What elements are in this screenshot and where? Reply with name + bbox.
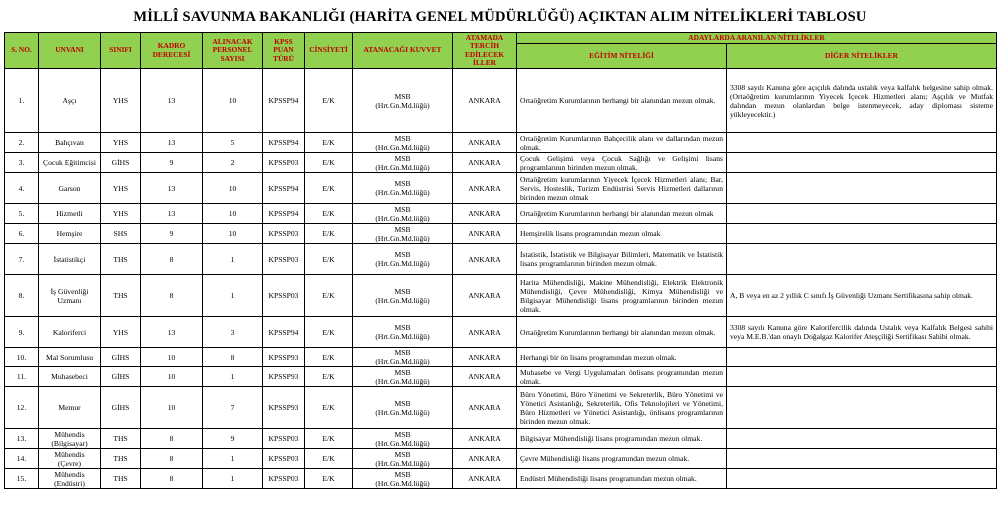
cell-kadro: 13 <box>141 133 203 153</box>
cell-diger: 3308 sayılı Kanuna göre Kalorifercilik dalında Ustalık veya Kalfalık Belgesi sahibi veya M.E.B.'dan onaylı Doğalgaz Kalorifer Ateşçiliği Sertifikası Sahibi olmak. <box>727 317 997 348</box>
header-tercih: ATAMADA TERCİH EDİLECEK İLLER <box>453 33 517 69</box>
cell-no: 11. <box>5 367 39 387</box>
table-row <box>5 204 997 224</box>
header-egitim: EĞİTİM NİTELİĞİ <box>517 44 727 69</box>
kuvvet-main: MSB <box>394 469 411 479</box>
cell-egitim: Ortaöğretim Kurumlarının herhangi bir alanından mezun olmak <box>517 204 727 224</box>
cell-unvan: İstatistikçi <box>39 244 101 275</box>
kuvvet-main: MSB <box>394 91 411 101</box>
cell-egitim: Harita Mühendisliği, Makine Mühendisliği, Elektrik Elektronik Mühendisliği, Çevre Mühendisliği, Kimya Mühendisliği ve Bilgisayar Mühendisliği lisans programlarının birinden mezun olmak. <box>517 275 727 317</box>
table-row <box>5 224 997 244</box>
kuvvet-sub: (Hrt.Gn.Md.lüğü) <box>375 332 430 341</box>
header-cinsiyet: CİNSİYETİ <box>305 33 353 69</box>
cell-sinif: GİHS <box>101 348 141 367</box>
cell-diger <box>727 173 997 204</box>
cell-unvan: Mal Sorumlusu <box>39 348 101 367</box>
cell-il: ANKARA <box>453 275 517 317</box>
cell-no: 6. <box>5 224 39 244</box>
cell-kpss: KPSSP94 <box>263 69 305 133</box>
kuvvet-sub: (Hrt.Gn.Md.lüğü) <box>375 478 430 488</box>
cell-unvan: Kaloriferci <box>39 317 101 348</box>
cell-il: ANKARA <box>453 204 517 224</box>
header-kuvvet: ATANACAĞI KUVVET <box>353 33 453 69</box>
cell-kuvvet <box>353 244 453 275</box>
cell-il: ANKARA <box>453 244 517 275</box>
cell-sinif: YHS <box>101 317 141 348</box>
cell-kpss: KPSSP03 <box>263 153 305 173</box>
cell-kadro: 9 <box>141 224 203 244</box>
cell-diger: 3308 sayılı Kanuna göre açıçılık dalında ustalık veya kalfalık belgesine sahip olmak. (Ortaöğretim kurumlarının Yiyecek İçecek Hizmetleri alanı; Aşçılık ve Mutfak dalından mezun olanlardan belge istenmeyecek, aday diploması sisteme yükleyecektir.) <box>727 69 997 133</box>
cell-sinif: THS <box>101 244 141 275</box>
cell-unvan: Muhasebeci <box>39 367 101 387</box>
cell-no: 4. <box>5 173 39 204</box>
cell-il: ANKARA <box>453 469 517 489</box>
cell-diger <box>727 367 997 387</box>
cell-no: 8. <box>5 275 39 317</box>
cell-unvan: Aşçı <box>39 69 101 133</box>
cell-kadro: 13 <box>141 173 203 204</box>
cell-diger <box>727 387 997 429</box>
cell-sayi: 9 <box>203 429 263 449</box>
table-row <box>5 153 997 173</box>
cell-kpss: KPSSP93 <box>263 348 305 367</box>
cell-kpss: KPSSP03 <box>263 429 305 449</box>
kuvvet-sub: (Hrt.Gn.Md.lüğü) <box>375 357 430 366</box>
cell-diger <box>727 133 997 153</box>
cell-kadro: 10 <box>141 367 203 387</box>
cell-kpss: KPSSP94 <box>263 133 305 153</box>
cell-unvan: Mühendis (Endüstri) <box>39 469 101 489</box>
cell-il: ANKARA <box>453 367 517 387</box>
cell-kuvvet <box>353 387 453 429</box>
cell-kpss: KPSSP94 <box>263 204 305 224</box>
cell-kuvvet <box>353 348 453 367</box>
cell-egitim: Ortaöğretim Kurumlarının Bahçecilik alanı ve dallarından mezun olmak. <box>517 133 727 153</box>
table-row <box>5 429 997 449</box>
cell-il: ANKARA <box>453 429 517 449</box>
cell-sayi: 1 <box>203 449 263 469</box>
cell-no: 2. <box>5 133 39 153</box>
cell-kuvvet <box>353 275 453 317</box>
table-row <box>5 275 997 317</box>
cell-il: ANKARA <box>453 133 517 153</box>
cell-no: 9. <box>5 317 39 348</box>
cell-unvan: Mühendis (Bilgisayar) <box>39 429 101 449</box>
cell-unvan: Garson <box>39 173 101 204</box>
cell-kadro: 10 <box>141 348 203 367</box>
cell-sinif: THS <box>101 449 141 469</box>
table-row <box>5 173 997 204</box>
kuvvet-sub: (Hrt.Gn.Md.lüğü) <box>375 259 430 268</box>
cell-sayi: 3 <box>203 317 263 348</box>
table-row <box>5 133 997 153</box>
cell-sayi: 10 <box>203 69 263 133</box>
cell-sayi: 2 <box>203 153 263 173</box>
cell-kadro: 9 <box>141 153 203 173</box>
cell-unvan: İş Güvenliği Uzmanı <box>39 275 101 317</box>
kuvvet-main: MSB <box>394 179 411 188</box>
cell-sayi: 1 <box>203 244 263 275</box>
cell-cinsiyet: E/K <box>305 469 353 489</box>
cell-sayi: 10 <box>203 204 263 224</box>
cell-kpss: KPSSP03 <box>263 275 305 317</box>
cell-sayi: 1 <box>203 367 263 387</box>
header-diger: DİĞER NİTELİKLER <box>727 44 997 69</box>
cell-sayi: 1 <box>203 469 263 489</box>
cell-egitim: Ortaöğretim Kurumlarının herhangi bir alanından mezun olmak. <box>517 317 727 348</box>
cell-sayi: 7 <box>203 387 263 429</box>
kuvvet-sub: (Hrt.Gn.Md.lüğü) <box>375 233 430 243</box>
table-row <box>5 348 997 367</box>
cell-kadro: 8 <box>141 469 203 489</box>
cell-diger <box>727 204 997 224</box>
table-row <box>5 367 997 387</box>
cell-cinsiyet: E/K <box>305 348 353 367</box>
cell-cinsiyet: E/K <box>305 204 353 224</box>
cell-kadro: 8 <box>141 244 203 275</box>
header-kadro: KADRO DERECESİ <box>141 33 203 69</box>
cell-kuvvet <box>353 367 453 387</box>
cell-kpss: KPSSP94 <box>263 173 305 204</box>
cell-sayi: 1 <box>203 275 263 317</box>
cell-egitim: Çevre Mühendisliği lisans programından mezun olmak. <box>517 449 727 469</box>
cell-kpss: KPSSP03 <box>263 449 305 469</box>
cell-sinif: THS <box>101 469 141 489</box>
cell-kuvvet <box>353 224 453 244</box>
cell-sinif: THS <box>101 429 141 449</box>
cell-cinsiyet: E/K <box>305 153 353 173</box>
cell-kuvvet <box>353 469 453 489</box>
qualifications-table <box>4 32 997 489</box>
kuvvet-sub: (Hrt.Gn.Md.lüğü) <box>375 407 430 417</box>
cell-egitim: Hemşirelik lisans programından mezun olmak <box>517 224 727 244</box>
table-row <box>5 449 997 469</box>
kuvvet-sub: (Hrt.Gn.Md.lüğü) <box>375 100 430 110</box>
cell-il: ANKARA <box>453 173 517 204</box>
cell-no: 13. <box>5 429 39 449</box>
cell-il: ANKARA <box>453 317 517 348</box>
cell-diger <box>727 224 997 244</box>
cell-il: ANKARA <box>453 387 517 429</box>
cell-unvan: Çocuk Eğitimcisi <box>39 153 101 173</box>
kuvvet-main: MSB <box>394 398 411 408</box>
cell-egitim: Bilgisayar Mühendisliği lisans programından mezun olmak. <box>517 429 727 449</box>
cell-cinsiyet: E/K <box>305 133 353 153</box>
cell-egitim: Büro Yönetimi, Büro Yönetimi ve Sekreterlik, Büro Yönetimi ve Yönetici Asistanlığı, Sekreterlik, Ofis Teknolojileri ve Yönetimi, Büro Hizmetleri ve Yönetici Asistanlığı, önlisans programlarının birinden mezun olmak. <box>517 387 727 429</box>
header-sinif: SINIFI <box>101 33 141 69</box>
cell-kpss: KPSSP03 <box>263 244 305 275</box>
cell-diger <box>727 348 997 367</box>
cell-egitim: Ortaöğretim kurumlarının Yiyecek İçecek Hizmetleri alanı; Bar, Servis, Hosteslik, Turizm Endüstrisi Servis Hizmetleri dallarının birinden mezun olmak <box>517 173 727 204</box>
cell-diger <box>727 449 997 469</box>
kuvvet-main: MSB <box>394 133 411 143</box>
cell-unvan: Mühendis (Çevre) <box>39 449 101 469</box>
cell-cinsiyet: E/K <box>305 449 353 469</box>
cell-kpss: KPSSP93 <box>263 367 305 387</box>
cell-kadro: 8 <box>141 275 203 317</box>
header-nitelikler: ADAYLARDA ARANILAN NİTELİKLER <box>517 33 997 44</box>
cell-unvan: Memur <box>39 387 101 429</box>
cell-sayi: 5 <box>203 133 263 153</box>
cell-kuvvet <box>353 153 453 173</box>
kuvvet-main: MSB <box>394 348 411 357</box>
table-row <box>5 244 997 275</box>
cell-no: 3. <box>5 153 39 173</box>
kuvvet-main: MSB <box>394 204 411 214</box>
cell-kadro: 8 <box>141 429 203 449</box>
cell-diger <box>727 244 997 275</box>
cell-sinif: YHS <box>101 204 141 224</box>
cell-diger <box>727 469 997 489</box>
cell-diger <box>727 153 997 173</box>
kuvvet-sub: (Hrt.Gn.Md.lüğü) <box>375 142 430 152</box>
cell-kadro: 8 <box>141 449 203 469</box>
cell-cinsiyet: E/K <box>305 387 353 429</box>
cell-sinif: THS <box>101 275 141 317</box>
kuvvet-sub: (Hrt.Gn.Md.lüğü) <box>375 188 430 197</box>
cell-cinsiyet: E/K <box>305 173 353 204</box>
cell-no: 12. <box>5 387 39 429</box>
cell-sinif: GİHS <box>101 153 141 173</box>
cell-unvan: Bahçıvan <box>39 133 101 153</box>
kuvvet-main: MSB <box>394 323 411 332</box>
header-unvan: UNVANI <box>39 33 101 69</box>
cell-il: ANKARA <box>453 69 517 133</box>
cell-egitim: Ortaöğretim Kurumlarının herhangi bir alanından mezun olmak. <box>517 69 727 133</box>
kuvvet-main: MSB <box>394 449 411 459</box>
cell-kuvvet <box>353 204 453 224</box>
cell-kuvvet <box>353 69 453 133</box>
cell-kuvvet <box>353 173 453 204</box>
cell-no: 10. <box>5 348 39 367</box>
header-no: S. NO. <box>5 33 39 69</box>
cell-sayi: 8 <box>203 348 263 367</box>
table-row <box>5 69 997 133</box>
cell-kadro: 13 <box>141 69 203 133</box>
cell-kuvvet <box>353 317 453 348</box>
cell-sinif: YHS <box>101 173 141 204</box>
cell-no: 15. <box>5 469 39 489</box>
cell-kpss: KPSSP93 <box>263 387 305 429</box>
cell-kpss: KPSSP94 <box>263 317 305 348</box>
kuvvet-sub: (Hrt.Gn.Md.lüğü) <box>375 376 430 386</box>
table-row <box>5 317 997 348</box>
cell-il: ANKARA <box>453 348 517 367</box>
page-title: MİLLÎ SAVUNMA BAKANLIĞI (HARİTA GENEL MÜDÜRLÜĞÜ) AÇIKTAN ALIM NİTELİKLERİ TABLOSU <box>133 9 867 25</box>
cell-kuvvet <box>353 449 453 469</box>
cell-no: 14. <box>5 449 39 469</box>
cell-kuvvet <box>353 133 453 153</box>
kuvvet-main: MSB <box>394 429 411 439</box>
cell-il: ANKARA <box>453 224 517 244</box>
cell-no: 7. <box>5 244 39 275</box>
cell-egitim: İstatistik, İstatistik ve Bilgisayar Bilimleri, Matematik ve İstatistik lisans programlarının birinden mezun olmak. <box>517 244 727 275</box>
table-row <box>5 469 997 489</box>
cell-sinif: YHS <box>101 133 141 153</box>
cell-sinif: GİHS <box>101 367 141 387</box>
cell-diger: A, B veya en az 2 yıllık C sınıfı İş Güvenliği Uzmanı Sertifikasına sahip olmak. <box>727 275 997 317</box>
table-row <box>5 387 997 429</box>
kuvvet-sub: (Hrt.Gn.Md.lüğü) <box>375 295 430 305</box>
cell-egitim: Çocuk Gelişimi veya Çocuk Sağlığı ve Gelişimi lisans programlarının birinden mezun olmak. <box>517 153 727 173</box>
cell-unvan: Hizmetli <box>39 204 101 224</box>
cell-sinif: YHS <box>101 69 141 133</box>
kuvvet-sub: (Hrt.Gn.Md.lüğü) <box>375 438 430 448</box>
cell-kadro: 13 <box>141 204 203 224</box>
cell-diger <box>727 429 997 449</box>
cell-no: 1. <box>5 69 39 133</box>
kuvvet-sub: (Hrt.Gn.Md.lüğü) <box>375 213 430 223</box>
cell-il: ANKARA <box>453 449 517 469</box>
cell-egitim: Muhasebe ve Vergi Uygulamaları önlisans programından mezun olmak. <box>517 367 727 387</box>
kuvvet-sub: (Hrt.Gn.Md.lüğü) <box>375 458 430 468</box>
cell-egitim: Endüstri Mühendisliği lisans programından mezun olmak. <box>517 469 727 489</box>
cell-cinsiyet: E/K <box>305 275 353 317</box>
cell-sayi: 10 <box>203 173 263 204</box>
cell-kpss: KPSSP03 <box>263 224 305 244</box>
cell-cinsiyet: E/K <box>305 317 353 348</box>
kuvvet-main: MSB <box>394 250 411 259</box>
kuvvet-sub: (Hrt.Gn.Md.lüğü) <box>375 162 430 172</box>
cell-unvan: Hemşire <box>39 224 101 244</box>
cell-il: ANKARA <box>453 153 517 173</box>
cell-sinif: SHS <box>101 224 141 244</box>
table-body <box>5 69 997 489</box>
kuvvet-main: MSB <box>394 153 411 163</box>
cell-cinsiyet: E/K <box>305 244 353 275</box>
cell-sayi: 10 <box>203 224 263 244</box>
cell-kuvvet <box>353 429 453 449</box>
cell-kadro: 10 <box>141 387 203 429</box>
cell-cinsiyet: E/K <box>305 69 353 133</box>
header-kpss: KPSS PUAN TÜRÜ <box>263 33 305 69</box>
cell-no: 5. <box>5 204 39 224</box>
cell-cinsiyet: E/K <box>305 367 353 387</box>
cell-kpss: KPSSP03 <box>263 469 305 489</box>
kuvvet-main: MSB <box>394 367 411 377</box>
kuvvet-main: MSB <box>394 286 411 296</box>
cell-kadro: 13 <box>141 317 203 348</box>
cell-egitim: Herhangi bir ön lisans programından mezun olmak. <box>517 348 727 367</box>
header-alinacak: ALINACAK PERSONEL SAYISI <box>203 33 263 69</box>
cell-cinsiyet: E/K <box>305 429 353 449</box>
kuvvet-main: MSB <box>394 224 411 234</box>
cell-sinif: GİHS <box>101 387 141 429</box>
cell-cinsiyet: E/K <box>305 224 353 244</box>
